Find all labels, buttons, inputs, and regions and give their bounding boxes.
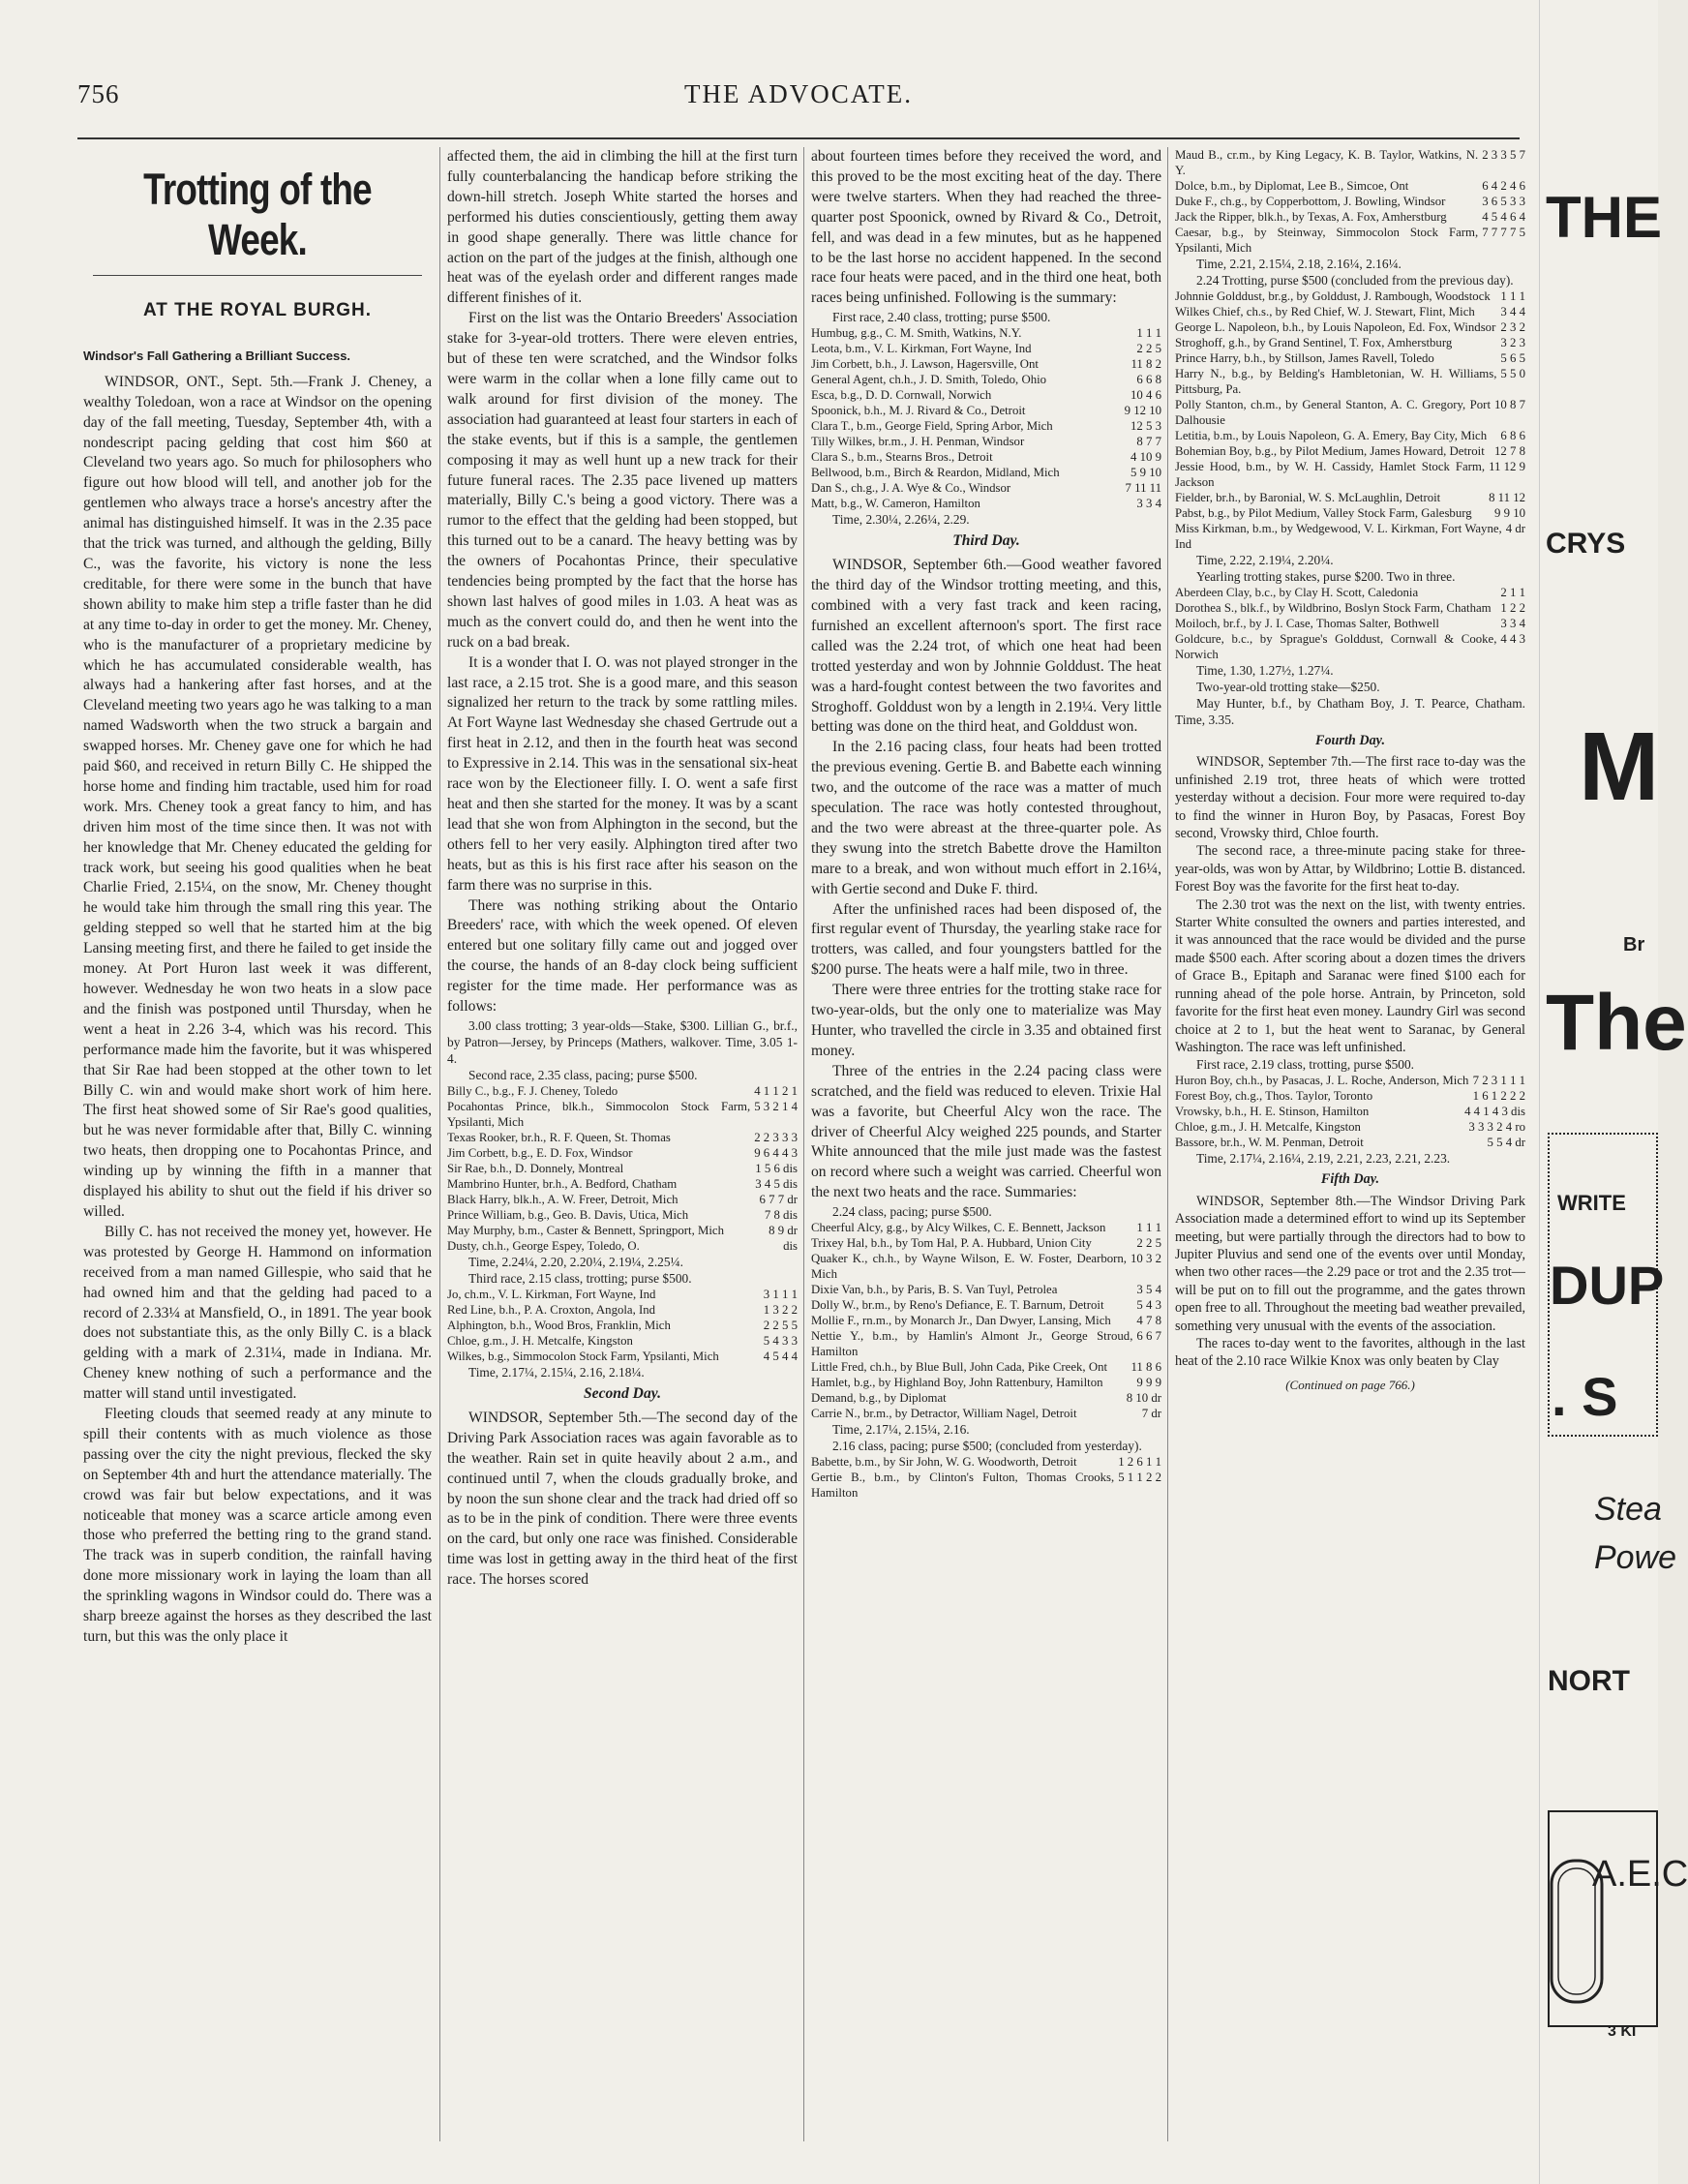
paragraph: WINDSOR, September 7th.—The first race to-day was the unfinished 2.19 trot, three heats of which were trotted yesterday without a decision. Four more were required to-day to find the winner in Huron Boy, by Pasacas, Forest Boy second, Vrowsky third, Chloe fourth. — [1175, 754, 1525, 842]
horse-entry: Carrie N., br.m., by Detractor, William Nagel, Detroit — [811, 1407, 1077, 1421]
horse-entry: Aberdeen Clay, b.c., by Clay H. Scott, Caledonia — [1175, 586, 1419, 599]
heat-placings: 6 6 8 — [1136, 373, 1161, 387]
heat-placings: 1 2 2 — [1500, 601, 1525, 615]
paragraph: about fourteen times before they received the word, and this proved to be the most exciting heat of the day. There were twelve starters. When they had reached the three-quarter post Spoonick, owned by Rivard & Co., Detroit, fell, and was dead in a few minutes, but as he happened to be the last horse no accident happened. In the second race four heats were paced, and in the third one heat, both races being unfinished. Following is the summary: — [811, 148, 1161, 307]
paragraph: After the unfinished races had been disposed of, the first regular event of Thursday, the yearling stake race for trotters, was called, and four youngsters battled for the $200 purse. The heats were a half mile, two in three. — [811, 900, 1161, 979]
heat-placings: 10 8 7 — [1494, 398, 1525, 411]
heat-placings: 3 4 4 — [1500, 305, 1525, 318]
heat-placings: 7 dr — [1141, 1407, 1161, 1421]
result-row — [811, 496, 1161, 511]
heat-placings: 4 dr — [1505, 522, 1525, 535]
result-row — [1175, 600, 1525, 616]
result-row — [811, 1390, 1161, 1406]
result-row — [1175, 443, 1525, 459]
horse-entry: Goldcure, b.c., by Sprague's Golddust, Cornwall & Cooke, Norwich — [1175, 632, 1497, 661]
result-row — [1175, 1073, 1525, 1088]
race-summary — [1175, 585, 1525, 662]
result-row — [447, 1207, 798, 1223]
horse-entry: Miss Kirkman, b.m., by Wedgewood, V. L. Kirkman, Fort Wayne, Ind — [1175, 522, 1502, 551]
heat-placings: 5 1 1 2 2 — [1118, 1471, 1161, 1485]
race-time: Time, 2.17¼, 2.15¼, 2.16. — [832, 1422, 970, 1438]
horse-entry: Chloe, g.m., J. H. Metcalfe, Kingston — [447, 1333, 633, 1348]
summary-line: May Hunter, b.f., by Chatham Boy, J. T. Pearce, Chatham. Time, 3.35. — [1175, 696, 1525, 727]
result-row — [447, 1318, 798, 1333]
result-row — [811, 1297, 1161, 1313]
heat-placings: 1 6 1 2 2 2 — [1472, 1089, 1525, 1104]
horse-entry: Bassore, br.h., W. M. Penman, Detroit — [1175, 1136, 1364, 1150]
result-row — [1175, 304, 1525, 319]
result-row — [811, 341, 1161, 356]
race-heading: Yearling trotting stakes, purse $200. Two in three. — [1196, 569, 1456, 584]
article-subtitle: AT THE ROYAL BURGH. — [142, 300, 373, 320]
horse-entry: Black Harry, blk.h., A. W. Freer, Detroit, Mich — [447, 1192, 678, 1206]
horse-entry: Harry N., b.g., by Belding's Hambletonian, W. H. Williams, Pittsburg, Pa. — [1175, 367, 1497, 396]
result-row — [447, 1333, 798, 1349]
horse-entry: Dixie Van, b.h., by Paris, B. S. Van Tuyl, Petrolea — [811, 1283, 1058, 1297]
result-row — [447, 1130, 798, 1145]
badge-logo — [1550, 1859, 1604, 2004]
horse-entry: Spoonick, b.h., M. J. Rivard & Co., Detroit — [811, 404, 1026, 418]
heat-placings: 3 5 4 — [1136, 1283, 1161, 1297]
paragraph: It is a wonder that I. O. was not played stronger in the last race, a 2.15 trot. She is a good mare, and this season signalized her return to the track by some rattling miles. At Fort Wayne last Wednesday she chased Gertrude out a first heat in 2.12, and then in the fourth heat was second to Expressive in 2.14. This was in the sensational six-heat race won by the Electioneer filly. I. O. went a safe first heat and then she started for the money. It was by a scant lead that she won from Alphington in the second, but the others fell to her very easily. Alphington tired after two heats, but as this is his first race after his season on the farm there was no surprise in this. — [447, 653, 798, 894]
day-heading: Fifth Day. — [1320, 1171, 1380, 1188]
result-row — [1175, 209, 1525, 225]
heat-placings: 11 8 6 — [1130, 1360, 1161, 1375]
horse-entry: Stroghoff, g.h., by Grand Sentinel, T. Fox, Amherstburg — [1175, 336, 1453, 349]
result-row — [811, 403, 1161, 418]
result-row — [811, 1251, 1161, 1282]
result-row — [1175, 490, 1525, 505]
heat-placings: 2 2 5 5 — [763, 1318, 798, 1332]
race-time: Time, 2.30¼, 2.26¼, 2.29. — [832, 512, 970, 528]
result-row — [811, 1235, 1161, 1251]
heat-placings: 3 2 3 — [1500, 336, 1525, 349]
day-heading: Third Day. — [952, 532, 1020, 550]
horse-entry: Jack the Ripper, blk.h., by Texas, A. Fox, Amherstburg — [1175, 210, 1447, 224]
result-row — [811, 1470, 1161, 1501]
heat-placings: 6 8 6 — [1500, 429, 1525, 442]
horse-entry: Jim Corbett, b.g., E. D. Fox, Windsor — [447, 1145, 633, 1160]
heat-placings: 2 3 2 — [1500, 320, 1525, 334]
paragraph: There was nothing striking about the Ontario Breeders' race, with which the week opened. Of eleven entered but one solitary filly came out and jogged over the course, the hands of an 8-day clock being sufficient register for the time made. Her performance was as follows: — [447, 896, 798, 1016]
heat-placings: 11 12 9 — [1489, 460, 1525, 473]
paragraph: There were three entries for the trotting stake race for two-year-olds, but the only one to materialize was May Hunter, who travelled the circle in 3.35 and obtained first money. — [811, 982, 1161, 1059]
column-divider — [1167, 147, 1168, 2141]
result-row — [1175, 1119, 1525, 1135]
horse-entry: General Agent, ch.h., J. D. Smith, Toledo, Ohio — [811, 373, 1047, 387]
heat-placings: 12 7 8 — [1494, 444, 1525, 458]
result-row — [447, 1192, 798, 1207]
column-3 — [811, 147, 1161, 2141]
horse-entry: Alphington, b.h., Wood Bros, Franklin, Mich — [447, 1318, 671, 1332]
result-row — [447, 1238, 798, 1254]
ad-fragment: Stea — [1594, 1491, 1662, 1528]
horse-entry: Chloe, g.m., J. H. Metcalfe, Kingston — [1175, 1120, 1361, 1135]
ad-fragment: A.E.C — [1592, 1854, 1688, 1895]
horse-entry: Quaker K., ch.h., by Wayne Wilson, E. W. Foster, Dearborn, Mich — [811, 1252, 1127, 1282]
race-time: Time, 2.17¼, 2.16¼, 2.19, 2.21, 2.23, 2.21, 2.23. — [1196, 1151, 1451, 1167]
result-row — [1175, 459, 1525, 490]
horse-entry: Jessie Hood, b.m., by W. H. Cassidy, Hamlet Stock Farm, Jackson — [1175, 460, 1486, 489]
paragraph: WINDSOR, ONT., Sept. 5th.—Frank J. Cheney, a wealthy Toledoan, won a race at Windsor on the opening day of the fall meeting, Tuesday, September 4th, with a nondescript pacing gelding that cost him $60 at Cleveland two years ago. So much for philosophers who figure out how blood will tell, and another job for the gentlemen who always trace a horse's ancestry after the animal has distinguished himself. It was in the 2.35 pace that the trick was turned, and although the gelding, Billy C., was the favorite, his victory is none the less creditable, for there were some in the bunch that have shown ability to make him step a trifle faster than he did at any time to-day in order to get the money. Mr. Cheney, who is the manufacturer of a proprietary medicine by which he has accumulated considerable wealth, has always had a hankering after fast horses, and at the Cleveland meeting two years ago he was talking to a man named Wadsworth when the two struck a bargain and swapped horses. Mr. Cheney gave one for which he had paid $60, and received in return Billy C. He shipped the horse home and finding him tractable, used him for road work. Mrs. Cheney took a great fancy to him, and has driven him most of the time since then. It was not with her knowledge that Mr. Cheney educated the gelding for track work, but seeing his good qualities when he beat Charlie Fried, 2.15¼, on the snow, Mr. Cheney thought he would take him through the small ring this year. The gelding stepped so well that he started him at the big Lansing meeting first, and there he failed to get inside the money. At Port Huron last week it was different, however. Wednesday he won two heats in a slow pace and the finish was postponed until Thursday, when he went a heat in 2.26 3-4, which was his record. This performance made him the favorite, but it was whispered that Sir Rae had been stopped at the other town to let Billy C. win and would make short work of him here. The first heat showed some of Sir Rae's good qualities, but he was never formidable after that, Billy C. winning two heats, then dropping one to Pocahontas Prince, and winding up by winning the fifth in a manner that displayed his ability to shut out the field if his driver so willed. — [83, 373, 432, 1220]
result-row — [1175, 1104, 1525, 1119]
heat-placings: 4 1 1 2 1 — [754, 1083, 798, 1098]
horse-entry: Matt, b.g., W. Cameron, Hamilton — [811, 497, 980, 511]
header-rule — [77, 137, 1520, 139]
race-summary — [1175, 288, 1525, 552]
horse-entry: Sir Rae, b.h., D. Donnely, Montreal — [447, 1161, 624, 1175]
ad-fragment: The — [1546, 979, 1687, 1067]
result-row — [1175, 505, 1525, 521]
column-2 — [447, 147, 798, 2141]
day-heading: Second Day. — [584, 1384, 661, 1402]
heat-placings: 3 3 4 — [1136, 497, 1161, 511]
result-row — [811, 434, 1161, 449]
heat-placings: 4 4 3 — [1500, 632, 1525, 646]
horse-entry: George L. Napoleon, b.h., by Louis Napoleon, Ed. Fox, Windsor — [1175, 320, 1496, 334]
heat-placings: 3 3 4 — [1500, 617, 1525, 630]
horse-entry: Tilly Wilkes, br.m., J. H. Penman, Windsor — [811, 435, 1025, 449]
heat-placings: 8 10 dr — [1126, 1391, 1161, 1406]
horse-entry: Leota, b.m., V. L. Kirkman, Fort Wayne, Ind — [811, 342, 1032, 356]
column-divider — [803, 147, 804, 2141]
paragraph: The 2.30 trot was the next on the list, with twenty entries. Starter White consulted the owners and parties interested, and it was announced that the race would be divided and the purse made $500 each. After scoring about a dozen times the drivers of Grace B., Epitaph and Saranac were fined $100 each for running ahead of the pole horse. Antrain, by Princeton, sold favorite for the first heat even money. Laundry Girl was second choice at 2 to 1, but the heat went to Saranac, by General Washington. The race was left unfinished. — [1175, 896, 1525, 1055]
ad-fragment: 3 KI — [1608, 2023, 1637, 2040]
heat-placings: 10 4 6 — [1130, 388, 1161, 403]
result-row — [447, 1287, 798, 1302]
heat-placings: 7 7 7 7 5 — [1482, 226, 1525, 239]
result-row — [811, 1454, 1161, 1470]
horse-entry: Moiloch, br.f., by J. I. Case, Thomas Salter, Bothwell — [1175, 617, 1439, 630]
result-row — [1175, 225, 1525, 256]
race-summary — [1175, 147, 1525, 256]
result-row — [447, 1176, 798, 1192]
ad-fragment: NORT — [1548, 1665, 1630, 1697]
heat-placings: 4 5 4 6 4 — [1482, 210, 1525, 224]
result-row — [811, 465, 1161, 480]
horse-entry: Polly Stanton, ch.m., by General Stanton, A. C. Gregory, Port Dalhousie — [1175, 398, 1491, 427]
column-1 — [83, 147, 432, 2141]
heat-placings: 3 1 1 1 — [763, 1287, 798, 1301]
ad-fragment: Br — [1623, 934, 1645, 956]
horse-entry: Billy C., b.g., F. J. Cheney, Toledo — [447, 1083, 618, 1098]
horse-entry: May Murphy, b.m., Caster & Bennett, Springport, Mich — [447, 1223, 725, 1237]
horse-entry: Caesar, b.g., by Steinway, Simmocolon Stock Farm, Ypsilanti, Mich — [1175, 226, 1479, 255]
masthead: THE ADVOCATE. — [684, 79, 913, 108]
result-row — [811, 480, 1161, 496]
paragraph: affected them, the aid in climbing the hill at the first turn fully counterbalancing the handicap before striking the down-hill stretch. Joseph White started the horses and performed his duties conscientiously, getting them away in good shape generally. There was little chance for action on the part of the judges at the finish, although one heat was of the eyelash order and different ranges made different finishes of it. — [447, 148, 798, 307]
race-summary — [447, 1083, 798, 1254]
horse-entry: Cheerful Alcy, g.g., by Alcy Wilkes, C. E. Bennett, Jackson — [811, 1221, 1106, 1235]
result-row — [811, 1220, 1161, 1235]
horse-entry: Clara T., b.m., George Field, Spring Arbor, Mich — [811, 419, 1053, 434]
ad-fragment: CRYS — [1546, 528, 1626, 560]
heat-placings: 1 1 1 — [1136, 326, 1161, 341]
horse-entry: Jo, ch.m., V. L. Kirkman, Fort Wayne, Ind — [447, 1287, 656, 1301]
heat-placings: 7 8 dis — [764, 1207, 798, 1222]
paragraph: WINDSOR, September 5th.—The second day of the Driving Park Association races was again favorable as to the weather. Rain set in quite heavily about 2 a.m., and continued until 7, when the clouds gradually broke, and by noon the sun shone clear and the track had dried off so as to be in the pink of condition. There were three events on the card, but only one race was finished. Considerable time was lost in getting away in the third heat of the first race. The horses scored — [447, 1409, 798, 1589]
result-row — [447, 1302, 798, 1318]
heat-placings: 10 3 2 — [1130, 1252, 1161, 1266]
horse-entry: Esca, b.g., D. D. Cornwall, Norwich — [811, 388, 992, 403]
race-summary — [447, 1287, 798, 1364]
horse-entry: Dusty, ch.h., George Espey, Toledo, O. — [447, 1238, 640, 1253]
heat-placings: 2 2 3 3 3 — [754, 1130, 798, 1144]
race-heading: 2.16 class, pacing; purse $500; (concluded from yesterday). — [832, 1439, 1142, 1454]
race-heading: 2.24 class, pacing; purse $500. — [832, 1204, 992, 1220]
heat-placings: dis — [783, 1238, 798, 1253]
heat-placings: 4 10 9 — [1130, 450, 1161, 465]
heat-placings: 8 11 12 — [1489, 491, 1525, 504]
horse-entry: Dorothea S., blk.f., by Wildbrino, Boslyn Stock Farm, Chatham — [1175, 601, 1492, 615]
heat-placings: 5 3 2 1 4 — [754, 1099, 798, 1113]
race-heading: Two-year-old trotting stake—$250. — [1196, 680, 1380, 694]
horse-entry: Mambrino Hunter, br.h., A. Bedford, Chatham — [447, 1176, 678, 1191]
heat-placings: 7 11 11 — [1125, 481, 1161, 496]
result-row — [1175, 147, 1525, 178]
result-row — [811, 1313, 1161, 1328]
ad-fragment: M — [1579, 713, 1660, 821]
horse-entry: Huron Boy, ch.h., by Pasacas, J. L. Roche, Anderson, Mich — [1175, 1074, 1469, 1088]
article-title: Trotting of the Week. — [143, 165, 372, 264]
race-summary — [811, 1454, 1161, 1501]
horse-entry: Mollie F., rn.m., by Monarch Jr., Dan Dwyer, Lansing, Mich — [811, 1314, 1111, 1328]
result-row — [447, 1223, 798, 1238]
result-row — [447, 1161, 798, 1176]
result-row — [447, 1099, 798, 1130]
heat-placings: 8 9 dr — [769, 1223, 798, 1237]
heat-placings: 5 6 5 — [1500, 351, 1525, 365]
horse-entry: Bellwood, b.m., Birch & Reardon, Midland, Mich — [811, 466, 1060, 480]
result-row — [1175, 350, 1525, 366]
horse-entry: Fielder, br.h., by Baronial, W. S. McLaughlin, Detroit — [1175, 491, 1441, 504]
result-row — [811, 1282, 1161, 1297]
heat-placings: 4 5 4 4 — [763, 1349, 798, 1363]
paragraph: WINDSOR, September 8th.—The Windsor Driving Park Association made a determined effort to wind up its September meeting, but were partially through the directors had to bow to Jupiter Pluvius and send one of the events over until Monday, when two other races—the 2.29 pace or trot and the 2.35 trot—will be put on to fill out the programme, and the gates thrown open free to all. Throughout the meeting bad weather prevailed, something very unusual with the events of the association. — [1175, 1193, 1525, 1334]
result-row — [447, 1349, 798, 1364]
heat-placings: 9 9 9 — [1136, 1376, 1161, 1390]
result-row — [447, 1083, 798, 1099]
result-row — [811, 325, 1161, 341]
heat-placings: 6 4 2 4 6 — [1482, 179, 1525, 193]
heat-placings: 4 4 1 4 3 dis — [1464, 1105, 1525, 1119]
horse-entry: Duke F., ch.g., by Copperbottom, J. Bowling, Windsor — [1175, 195, 1446, 208]
horse-entry: Dolly W., br.m., by Reno's Defiance, E. T. Barnum, Detroit — [811, 1298, 1104, 1313]
race-heading: Second race, 2.35 class, pacing; purse $500. — [468, 1067, 698, 1082]
race-time: Time, 2.22, 2.19¼, 2.20¼. — [1196, 553, 1334, 567]
race-heading: Third race, 2.15 class, trotting; purse $500. — [468, 1270, 692, 1286]
heat-placings: 5 4 3 — [1136, 1298, 1161, 1313]
column-4 — [1175, 147, 1525, 2141]
heat-placings: 5 9 10 — [1130, 466, 1161, 480]
race-time: Time, 2.24¼, 2.20, 2.20¼, 2.19¼, 2.25¼. — [468, 1254, 683, 1269]
heat-placings: 1 5 6 dis — [755, 1161, 798, 1175]
heat-placings: 6 7 7 dr — [759, 1192, 798, 1206]
heat-placings: 2 3 3 5 7 — [1482, 148, 1525, 162]
result-row — [1175, 319, 1525, 335]
ad-fragment: WRITE — [1557, 1191, 1626, 1215]
ad-fragment: . S — [1552, 1366, 1618, 1427]
horse-entry: Trixey Hal, b.h., by Tom Hal, P. A. Hubbard, Union City — [811, 1236, 1092, 1251]
horse-entry: Prince William, b.g., Geo. B. Davis, Utica, Mich — [447, 1207, 689, 1222]
heat-placings: 4 7 8 — [1136, 1314, 1161, 1328]
heat-placings: 2 1 1 — [1500, 586, 1525, 599]
race-heading: First race, 2.40 class, trotting; purse $500. — [832, 310, 1051, 325]
result-row — [811, 356, 1161, 372]
result-row — [1175, 397, 1525, 428]
column-divider — [439, 147, 440, 2141]
heat-placings: 1 1 1 — [1136, 1221, 1161, 1235]
result-row — [1175, 1088, 1525, 1104]
horse-entry: Humbug, g.g., C. M. Smith, Watkins, N.Y. — [811, 326, 1022, 341]
paragraph: Fleeting clouds that seemed ready at any minute to spill their contents with as much violence as those passing over the city the night previous, flecked the sky on September 4th and hurt the attendance materially. The crowd was fair but below expectations, and it was noticeable that money was a scarce article among even those who preferred the betting ring to the grand stand. The track was in superb condition, the rainfall having done more missionary work in laying the loam than all the sprinkling wagons in Windsor could do. There was a sharp breeze against the horses as they described the last turn, but this was the only place it — [83, 1406, 432, 1645]
race-heading: First race, 2.19 class, trotting, purse $500. — [1196, 1057, 1414, 1073]
result-row — [811, 1375, 1161, 1390]
horse-entry: Hamlet, b.g., by Highland Boy, John Rattenbury, Hamilton — [811, 1376, 1103, 1390]
result-row — [811, 449, 1161, 465]
result-row — [811, 1328, 1161, 1359]
horse-entry: Dan S., ch.g., J. A. Wye & Co., Windsor — [811, 481, 1011, 496]
result-row — [811, 387, 1161, 403]
horse-entry: Wilkes Chief, ch.s., by Red Chief, W. J. Stewart, Flint, Mich — [1175, 305, 1475, 318]
paragraph: Three of the entries in the 2.24 pacing class were scratched, and the field was reduced to eleven. Trixie Hal was a favorite, but Cheerful Alcy won the race. The driver of Cheerful Alcy weighed 225 pounds, and Starter White announced that the mile just made was the fastest on record where such a weight was carried. Cheerful won the next two heats and the race. Summaries: — [811, 1062, 1161, 1201]
race-heading: 2.24 Trotting, purse $500 (concluded from the previous day). — [1196, 273, 1514, 288]
horse-entry: Little Fred, ch.h., by Blue Bull, John Cada, Pike Creek, Ont — [811, 1360, 1108, 1375]
result-row — [811, 372, 1161, 387]
paragraph: First on the list was the Ontario Breeders' Association stake for 3-year-old trotters. There were eleven entries, but of these ten were scratched, and the Windsor folks were warm in the collar when a lone filly came out to walk around for first division of the money. The association had guaranteed at least four starters in each of the stake events, but if this is a sample, the gentlemen composing it may as well hunt up a new track for their future funeral races. The 2.35 pace livened up matters materially, Billy C.'s being a good victory. There was a rumor to the effect that the gelding had been stopped, but this turned out to be a canard. The heavy betting was by the owners of Pocahontas Prince, their speculative tendencies being prompted by the fact that the horse has shown last halves of good miles in 1.03. A heat was as much as the convert could do, and then he went into the ruck on a bad break. — [447, 310, 798, 651]
article-deck: Windsor's Fall Gathering a Brilliant Success. — [83, 348, 351, 363]
continued-note: (Continued on page 766.) — [1285, 1377, 1415, 1392]
heat-placings: 7 2 3 1 1 1 — [1472, 1074, 1525, 1088]
heat-placings: 2 2 5 — [1136, 1236, 1161, 1251]
paragraph: WINDSOR, September 6th.—Good weather favored the third day of the Windsor trotting meeting, and this, combined with a very fast track and keen racing, furnished an excellent afternoon's sport. The first race called was the 2.24 trot, of which one heat had been trotted yesterday and won by Johnnie Golddust. The heat was a hard-fought contest between the two favorites and Stroghoff. Golddust won by a length in 2.19¼. Very little betting was done on the third heat, and Golddust won. — [811, 557, 1161, 736]
heat-placings: 2 2 5 — [1136, 342, 1161, 356]
race-time: Time, 2.17¼, 2.15¼, 2.16, 2.18¼. — [468, 1364, 645, 1380]
result-row — [811, 1359, 1161, 1375]
paragraph: Billy C. has not received the money yet, however. He was protested by George H. Hammond on information received from a man named Gillespie, who said that he had owned him and that the gelding had paced to a record of 2.33¼ at Mansfield, O., in 1891. The year book does not substantiate this, as the only Billy C. is a black gelding with a mark of 2.31¼, made in Indiana. Mr. Cheney knew nothing of such a performance and the matter will stand until investigated. — [83, 1223, 432, 1403]
race-time: Time, 1.30, 1.27½, 1.27¼. — [1196, 663, 1334, 678]
ad-fragment: DUP — [1550, 1255, 1665, 1316]
result-row — [1175, 631, 1525, 662]
result-row — [1175, 335, 1525, 350]
heat-placings: 3 4 5 dis — [755, 1176, 798, 1191]
race-summary — [811, 1220, 1161, 1421]
ad-fragment: Powe — [1594, 1539, 1677, 1576]
adjacent-page-strip — [1539, 0, 1688, 2184]
heat-placings: 6 6 7 — [1136, 1329, 1161, 1344]
heat-placings: 3 6 5 3 3 — [1482, 195, 1525, 208]
result-row — [811, 1406, 1161, 1421]
result-row — [1175, 178, 1525, 194]
result-row — [1175, 1135, 1525, 1150]
horse-entry: Wilkes, b.g., Simmocolon Stock Farm, Ypsilanti, Mich — [447, 1349, 719, 1363]
horse-entry: Bohemian Boy, b.g., by Pilot Medium, James Howard, Detroit — [1175, 444, 1485, 458]
paragraph: The second race, a three-minute pacing stake for three-year-olds, was won by Attar, by Wildbrino; Lottie B. distanced. Forest Boy was the favorite for the first heat to-day. — [1175, 843, 1525, 895]
ad-fragment: THE — [1546, 185, 1662, 250]
horse-entry: Prince Harry, b.h., by Stillson, James Ravell, Toledo — [1175, 351, 1434, 365]
race-summary — [1175, 1073, 1525, 1150]
horse-entry: Letitia, b.m., by Louis Napoleon, G. A. Emery, Bay City, Mich — [1175, 429, 1488, 442]
heat-placings: 11 8 2 — [1130, 357, 1161, 372]
title-rule — [93, 275, 422, 276]
heat-placings: 9 12 10 — [1124, 404, 1161, 418]
race-summary — [811, 325, 1161, 511]
heat-placings: 1 2 6 1 1 — [1118, 1455, 1161, 1470]
horse-entry: Pabst, b.g., by Pilot Medium, Valley Stock Farm, Galesburg — [1175, 506, 1472, 520]
result-row — [1175, 428, 1525, 443]
horse-entry: Red Line, b.h., P. A. Croxton, Angola, Ind — [447, 1302, 656, 1317]
horse-entry: Maud B., cr.m., by King Legacy, K. B. Taylor, Watkins, N. Y. — [1175, 148, 1479, 177]
result-row — [811, 418, 1161, 434]
horse-entry: Texas Rooker, br.h., R. F. Queen, St. Thomas — [447, 1130, 671, 1144]
heat-placings: 9 6 4 4 3 — [754, 1145, 798, 1160]
day-heading: Fourth Day. — [1314, 733, 1385, 748]
heat-placings: 1 1 1 — [1500, 289, 1525, 303]
horse-entry: Clara S., b.m., Stearns Bros., Detroit — [811, 450, 993, 465]
result-row — [1175, 366, 1525, 397]
horse-entry: Forest Boy, ch.g., Thos. Taylor, Toronto — [1175, 1089, 1373, 1104]
result-row — [1175, 194, 1525, 209]
result-row — [1175, 585, 1525, 600]
heat-placings: 5 5 0 — [1500, 367, 1525, 380]
horse-entry: Babette, b.m., by Sir John, W. G. Woodworth, Detroit — [811, 1455, 1077, 1470]
result-row — [1175, 616, 1525, 631]
horse-entry: Gertie B., b.m., by Clinton's Fulton, Thomas Crooks, Hamilton — [811, 1471, 1115, 1501]
horse-entry: Pocahontas Prince, blk.h., Simmocolon Stock Farm, Ypsilanti, Mich — [447, 1099, 751, 1129]
race-time: Time, 2.21, 2.15¼, 2.18, 2.16¼, 2.16¼. — [1196, 257, 1402, 271]
horse-entry: Vrowsky, b.h., H. E. Stinson, Hamilton — [1175, 1105, 1370, 1119]
horse-entry: Demand, b.g., by Diplomat — [811, 1391, 947, 1406]
horse-entry: Johnnie Golddust, br.g., by Golddust, J. Rambough, Woodstock — [1175, 289, 1491, 303]
page-header — [77, 79, 1520, 118]
heat-placings: 9 9 10 — [1494, 506, 1525, 520]
horse-entry: Jim Corbett, b.h., J. Lawson, Hagersville, Ont — [811, 357, 1039, 372]
paragraph: In the 2.16 pacing class, four heats had been trotted the previous evening. Gertie B. and Babette each winning two, and the outcome of the race was a matter of much speculation. The race was hotly contested throughout, and the two were abreast at the three-quarter pole. As they swung into the stretch Babette drove the Hamilton mare to a break, and won without much effort in 2.16¼, with Gertie second and Duke F. third. — [811, 739, 1161, 897]
paragraph: The races to-day went to the favorites, although in the last heat of the 2.10 race Wilkie Knox was only beaten by Clay — [1175, 1335, 1525, 1370]
heat-placings: 1 3 2 2 — [763, 1302, 798, 1317]
horse-entry: Nettie Y., b.m., by Hamlin's Almont Jr., George Stroud, Hamilton — [811, 1329, 1133, 1359]
result-row — [1175, 288, 1525, 304]
heat-placings: 3 3 3 2 4 ro — [1468, 1120, 1525, 1135]
page-number: 756 — [77, 79, 120, 108]
heat-placings: 8 7 7 — [1136, 435, 1161, 449]
horse-entry: Dolce, b.m., by Diplomat, Lee B., Simcoe, Ont — [1175, 179, 1409, 193]
result-row — [1175, 521, 1525, 552]
summary-line: 3.00 class trotting; 3 year-olds—Stake, $300. Lillian G., br.f., by Patron—Jersey, by Princeps (Mathers, walkover. Time, 3.05 1-4. — [447, 1017, 798, 1066]
heat-placings: 12 5 3 — [1130, 419, 1161, 434]
result-row — [447, 1145, 798, 1161]
heat-placings: 5 5 4 dr — [1487, 1136, 1525, 1150]
heat-placings: 5 4 3 3 — [763, 1333, 798, 1348]
